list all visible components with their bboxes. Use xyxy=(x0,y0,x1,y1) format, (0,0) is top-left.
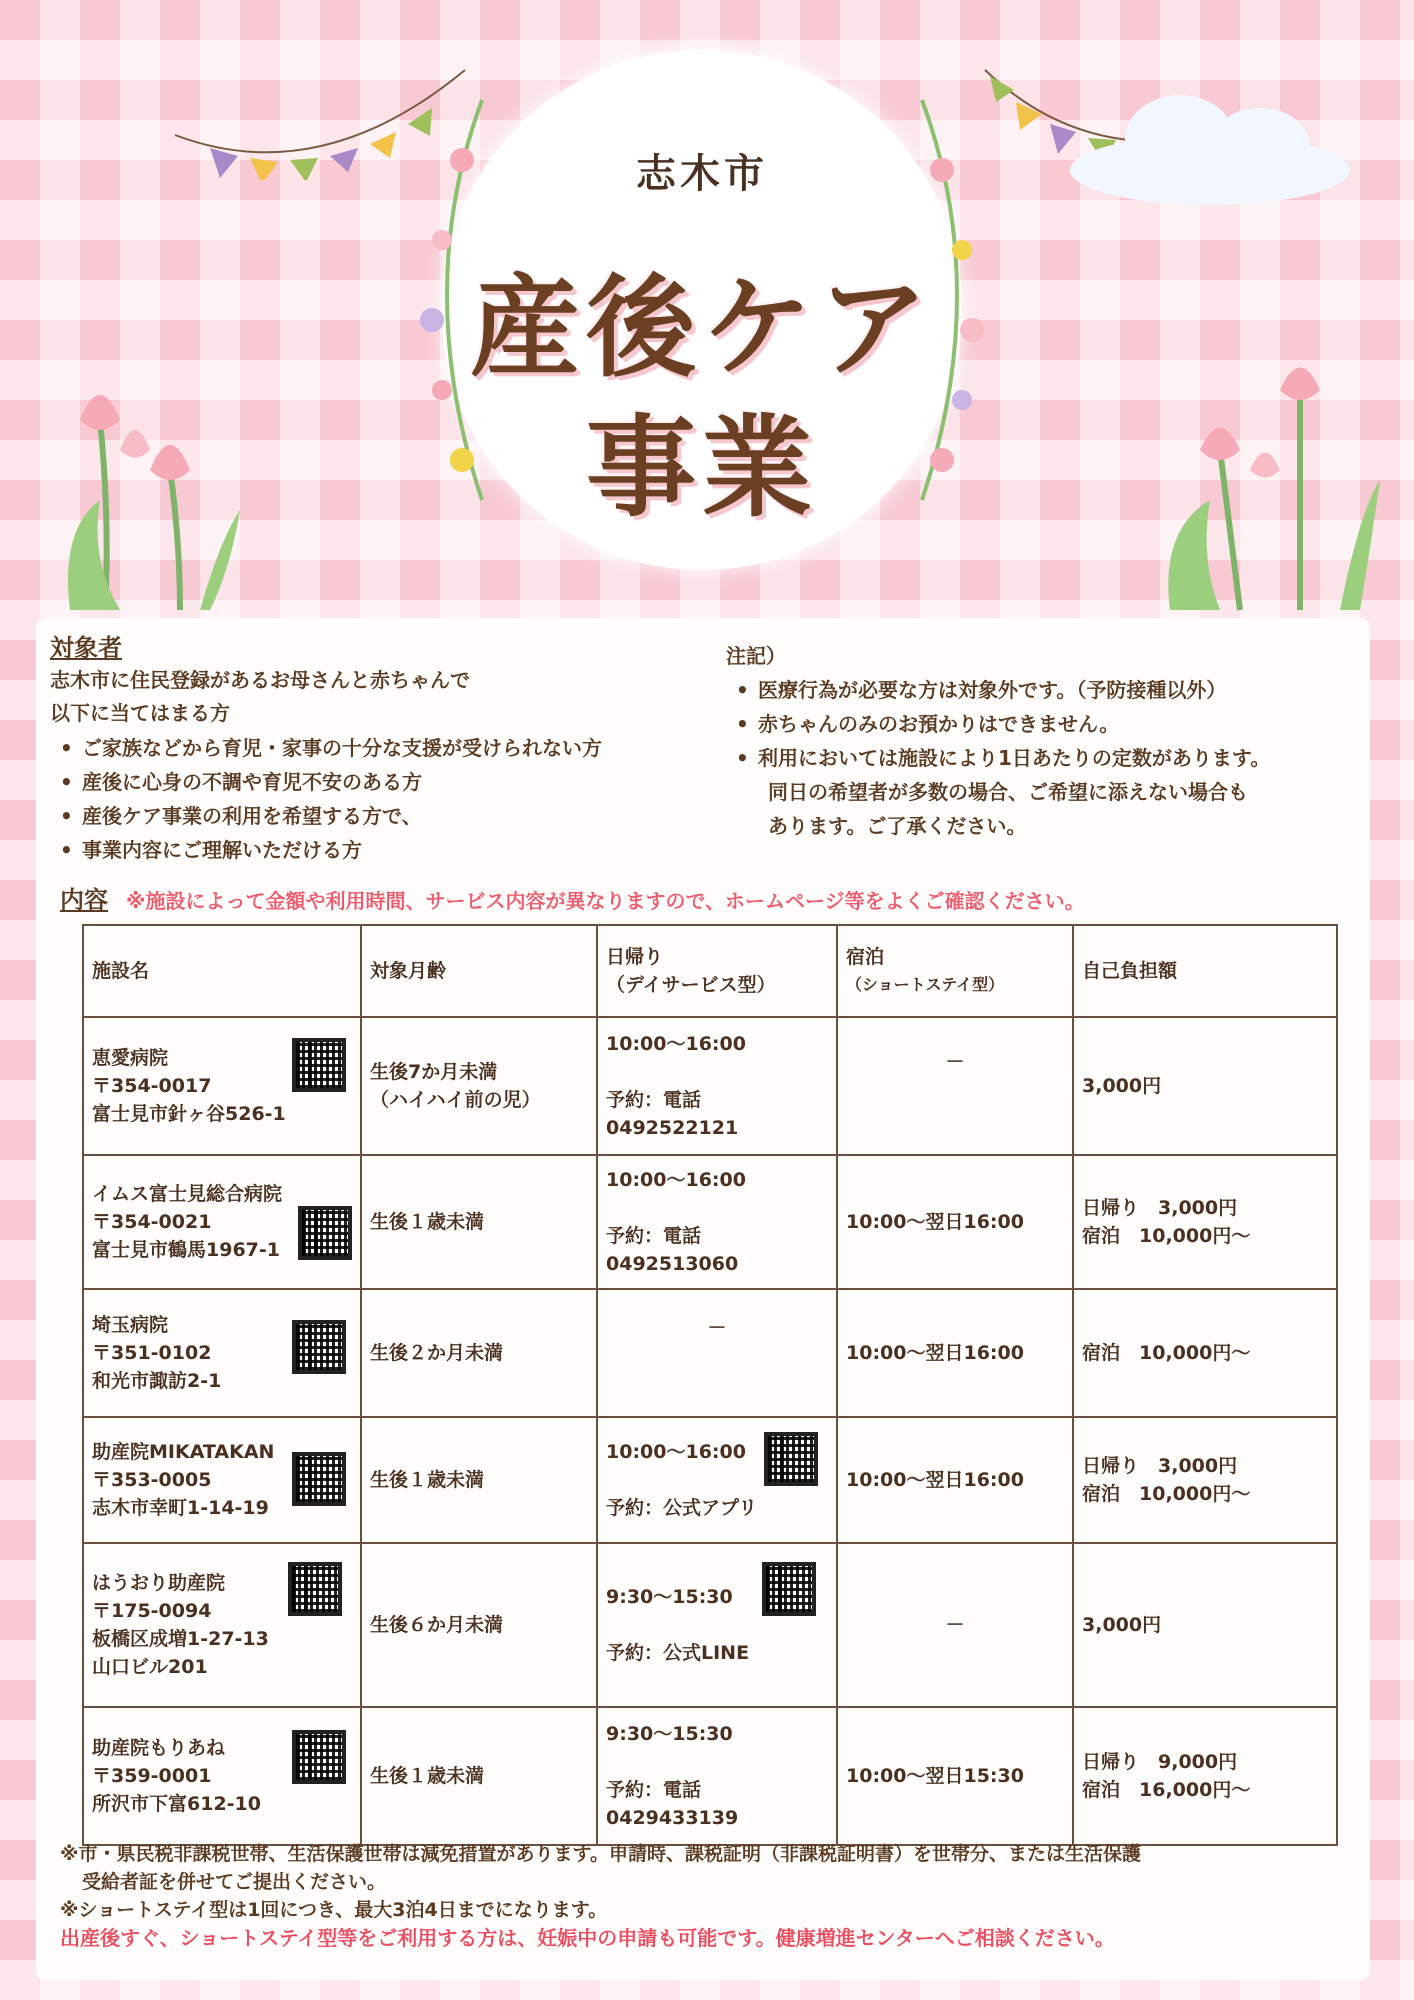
stay-cell: 10:00～翌日16:00 xyxy=(837,1417,1073,1543)
notes-continuation2: あります。ご了承ください。 xyxy=(768,814,1027,838)
age-cell: 生後１歳未満 xyxy=(361,1417,597,1543)
day-service-cell: 9:30～15:30 予約：電話 0429433139 xyxy=(597,1707,837,1845)
facility-table xyxy=(82,924,1338,1846)
notes-heading: 注記） xyxy=(726,644,786,668)
notes-section xyxy=(726,640,1366,843)
target-list-item: • 産後ケア事業の利用を希望する方で、 xyxy=(50,799,730,833)
day-service-cell: － xyxy=(597,1289,837,1417)
notes-list xyxy=(726,673,1366,775)
fee-cell: 3,000円 xyxy=(1073,1543,1337,1707)
content-heading-row xyxy=(60,880,1360,915)
stay-cell: 10:00～翌日15:30 xyxy=(837,1707,1073,1845)
page-title-line1: 産後ケア xyxy=(470,264,934,392)
stay-cell: － xyxy=(837,1017,1073,1155)
target-list-item: • ご家族などから育児・家事の十分な支援が受けられない方 xyxy=(50,731,730,765)
notes-list-item: • 赤ちゃんのみのお預かりはできません。 xyxy=(726,707,1366,741)
table-row xyxy=(83,1417,1337,1543)
fee-cell: 日帰り 3,000円 宿泊 10,000円～ xyxy=(1073,1417,1337,1543)
tulips-right-decoration xyxy=(1150,350,1390,620)
footer-notes xyxy=(60,1840,1360,1952)
content-heading: 内容 xyxy=(60,886,108,914)
table-row xyxy=(83,1543,1337,1707)
stay-cell: 10:00～翌日16:00 xyxy=(837,1289,1073,1417)
column-header-facility: 施設名 xyxy=(83,925,361,1017)
column-header-stay: 宿泊 （ショートステイ型） xyxy=(837,925,1073,1017)
qr-code-icon[interactable] xyxy=(292,1452,346,1506)
age-cell: 生後１歳未満 xyxy=(361,1155,597,1289)
age-cell: 生後６か月未満 xyxy=(361,1543,597,1707)
column-header-fee: 自己負担額 xyxy=(1073,925,1337,1017)
table-row xyxy=(83,1155,1337,1289)
qr-code-icon[interactable] xyxy=(764,1432,818,1486)
facility-cell: 恵愛病院 〒354-0017 富士見市針ヶ谷526-1 xyxy=(83,1017,361,1155)
facility-cell: 助産院もりあね 〒359-0001 所沢市下富612-10 xyxy=(83,1707,361,1845)
notes-list-item: • 医療行為が必要な方は対象外です。（予防接種以外） xyxy=(726,673,1366,707)
notes-list-item: • 利用においては施設により1日あたりの定数があります。 xyxy=(726,741,1366,775)
target-intro1: 志木市に住民登録があるお母さんと赤ちゃんで xyxy=(50,668,470,692)
table-header-row xyxy=(83,925,1337,1017)
age-cell: 生後２か月未満 xyxy=(361,1289,597,1417)
day-service-cell: 10:00～16:00 予約：公式アプリ xyxy=(597,1417,837,1543)
table-row xyxy=(83,1289,1337,1417)
target-section xyxy=(50,628,730,867)
fee-cell: 宿泊 10,000円～ xyxy=(1073,1289,1337,1417)
qr-code-icon[interactable] xyxy=(762,1562,816,1616)
target-intro2: 以下に当てはまる方 xyxy=(50,701,230,725)
table-row xyxy=(83,1707,1337,1845)
target-list-item: • 事業内容にご理解いただける方 xyxy=(50,833,730,867)
fee-cell: 日帰り 3,000円 宿泊 10,000円～ xyxy=(1073,1155,1337,1289)
stay-cell: － xyxy=(837,1543,1073,1707)
cloud-decoration xyxy=(1060,80,1360,210)
day-service-cell: 10:00～16:00 予約：電話 0492522121 xyxy=(597,1017,837,1155)
fee-cell: 3,000円 xyxy=(1073,1017,1337,1155)
footer-note-shortstay: ※ショートステイ型は1回につき、最大3泊4日までになります。 xyxy=(60,1899,608,1921)
title-circle xyxy=(442,50,962,570)
stay-cell: 10:00～翌日16:00 xyxy=(837,1155,1073,1289)
header xyxy=(0,0,1414,615)
day-service-cell: 10:00～16:00 予約：電話 0492513060 xyxy=(597,1155,837,1289)
qr-code-icon[interactable] xyxy=(298,1206,352,1260)
tulips-left-decoration xyxy=(30,360,270,620)
content-panel xyxy=(36,618,1370,1980)
facility-cell: はうおり助産院 〒175-0094 板橋区成増1-27-13 山口ビル201 xyxy=(83,1543,361,1707)
age-cell: 生後7か月未満 （ハイハイ前の児） xyxy=(361,1017,597,1155)
qr-code-icon[interactable] xyxy=(292,1320,346,1374)
table-row xyxy=(83,1017,1337,1155)
footer-note-consult: 出産後すぐ、ショートステイ型等をご利用する方は、妊娠中の申請も可能です。健康増進センターへご相談ください。 xyxy=(60,1926,1115,1950)
facility-cell: 埼玉病院 〒351-0102 和光市諏訪2-1 xyxy=(83,1289,361,1417)
page-title-line2: 事業 xyxy=(586,404,818,532)
qr-code-icon[interactable] xyxy=(292,1038,346,1092)
column-header-age: 対象月齢 xyxy=(361,925,597,1017)
target-list xyxy=(50,731,730,867)
day-service-cell: 9:30～15:30 予約：公式LINE xyxy=(597,1543,837,1707)
facility-cell: 助産院MIKATAKAN 〒353-0005 志木市幸町1-14-19 xyxy=(83,1417,361,1543)
qr-code-icon[interactable] xyxy=(292,1730,346,1784)
qr-code-icon[interactable] xyxy=(288,1562,342,1616)
city-name: 志木市 xyxy=(636,151,768,197)
fee-cell: 日帰り 9,000円 宿泊 16,000円～ xyxy=(1073,1707,1337,1845)
notes-continuation1: 同日の希望者が多数の場合、ご希望に添えない場合も xyxy=(768,780,1248,804)
footer-note-tax-cont: 受給者証を併せてご提出ください。 xyxy=(82,1871,387,1893)
column-header-day: 日帰り （デイサービス型） xyxy=(597,925,837,1017)
target-list-item: • 産後に心身の不調や育児不安のある方 xyxy=(50,765,730,799)
footer-note-tax: ※市・県民税非課税世帯、生活保護世帯は減免措置があります。申請時、課税証明（非課税証明書）を世帯分、または生活保護 xyxy=(60,1843,1141,1865)
facility-cell: イムス富士見総合病院 〒354-0021 富士見市鶴馬1967-1 xyxy=(83,1155,361,1289)
age-cell: 生後１歳未満 xyxy=(361,1707,597,1845)
content-warning-note: ※施設によって金額や利用時間、サービス内容が異なりますので、ホームページ等をよくご確認ください。 xyxy=(126,889,1085,913)
target-heading: 対象者 xyxy=(50,634,122,662)
